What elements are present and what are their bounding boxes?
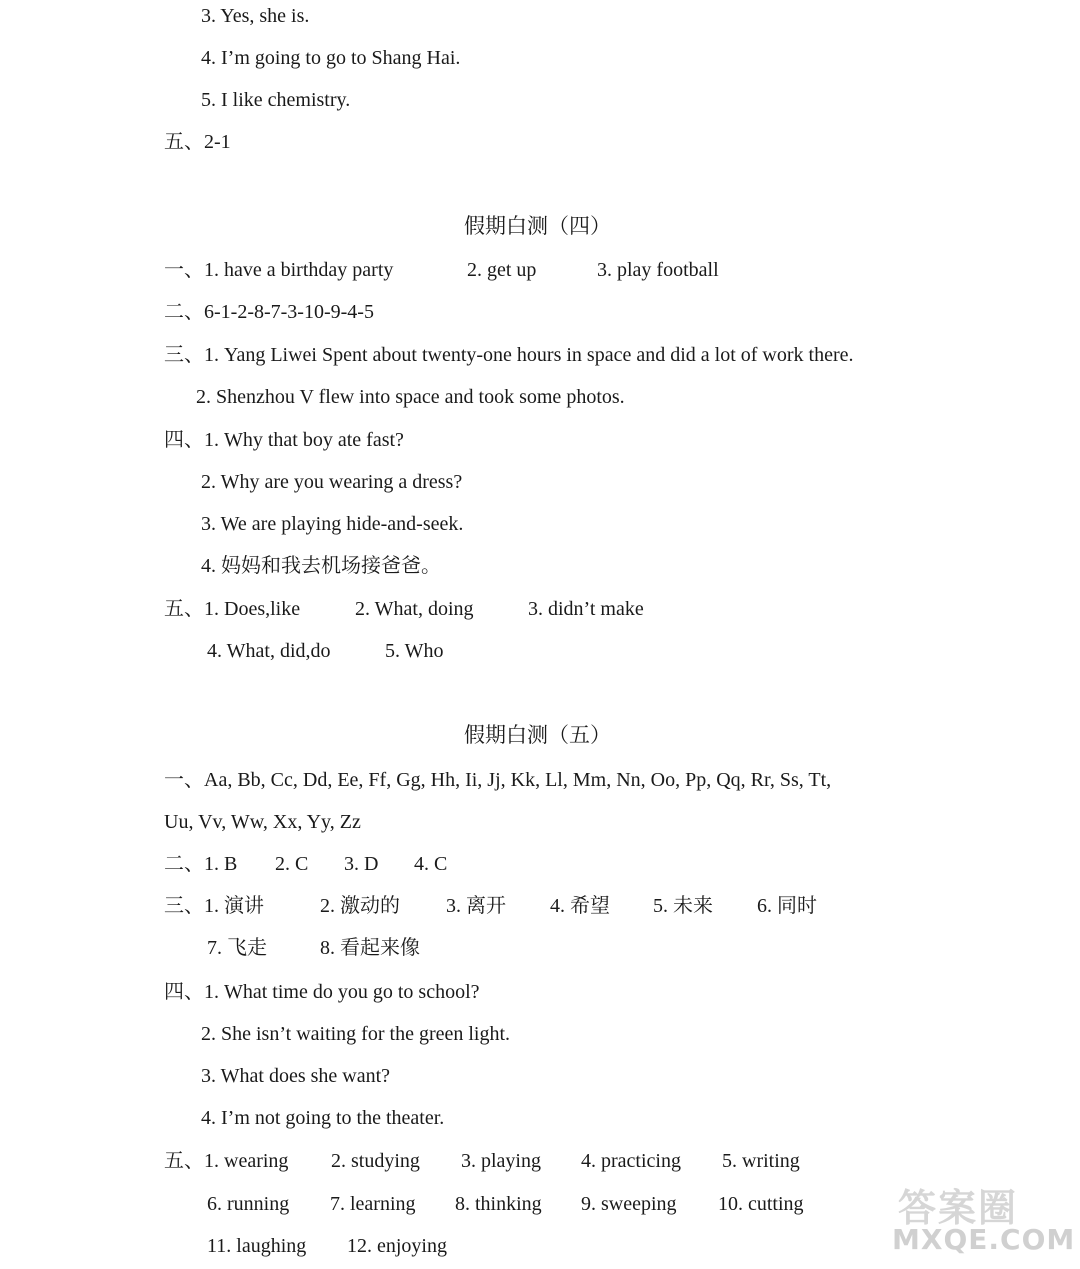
answer-item: 3. D bbox=[344, 853, 379, 875]
answer-line: 3. didn’t make bbox=[528, 598, 644, 620]
answer-line: Uu, Vv, Ww, Xx, Yy, Zz bbox=[164, 811, 361, 833]
answer-item: 4. 希望 bbox=[550, 895, 610, 917]
answer-line: 3. play football bbox=[597, 259, 719, 281]
answer-line: 2. Shenzhou V flew into space and took some photos. bbox=[196, 386, 625, 408]
answer-line: 一、Aa, Bb, Cc, Dd, Ee, Ff, Gg, Hh, Ii, Jj, Kk, Ll, Mm, Nn, Oo, Pp, Qq, Rr, Ss, Tt, bbox=[164, 769, 832, 791]
section-answer: 五、2-1 bbox=[164, 131, 231, 153]
answer-line: 4. I’m going to go to Shang Hai. bbox=[201, 47, 461, 69]
watermark-text-bottom: MXQE.COM bbox=[892, 1223, 1076, 1256]
answer-item: 11. laughing bbox=[207, 1235, 307, 1257]
answer-line: 5. Who bbox=[385, 640, 444, 662]
answer-line: 四、1. What time do you go to school? bbox=[164, 981, 480, 1003]
answer-item: 9. sweeping bbox=[581, 1193, 677, 1215]
answer-item: 2. C bbox=[275, 853, 309, 875]
answer-item: 三、1. 演讲 bbox=[164, 895, 264, 917]
answer-line: 3. Yes, she is. bbox=[201, 5, 310, 27]
answer-item: 6. running bbox=[207, 1193, 290, 1215]
answer-item: 3. 离开 bbox=[446, 895, 506, 917]
answer-line: 3. We are playing hide-and-seek. bbox=[201, 513, 464, 535]
answer-item: 8. 看起来像 bbox=[320, 937, 420, 959]
answer-item: 3. playing bbox=[461, 1150, 541, 1172]
answer-line: 4. What, did,do bbox=[207, 640, 331, 662]
answer-item: 4. practicing bbox=[581, 1150, 681, 1172]
answer-line: 5. I like chemistry. bbox=[201, 89, 351, 111]
answer-line: 4. 妈妈和我去机场接爸爸。 bbox=[201, 555, 441, 577]
answer-line: 2. Why are you wearing a dress? bbox=[201, 471, 463, 493]
watermark-logo bbox=[892, 1177, 1076, 1259]
answer-line: 三、1. Yang Liwei Spent about twenty-one hours in space and did a lot of work there. bbox=[164, 344, 854, 366]
answer-item: 五、1. wearing bbox=[164, 1150, 289, 1172]
watermark-text-top: 答案圈 bbox=[898, 1186, 1019, 1230]
answer-line: 2. get up bbox=[467, 259, 537, 281]
answer-item: 7. 飞走 bbox=[207, 937, 267, 959]
answer-line: 3. What does she want? bbox=[201, 1065, 391, 1087]
answer-line: 一、1. have a birthday party bbox=[164, 259, 394, 281]
answer-item: 12. enjoying bbox=[347, 1235, 447, 1257]
answer-item: 8. thinking bbox=[455, 1193, 542, 1215]
answer-line: 二、6-1-2-8-7-3-10-9-4-5 bbox=[164, 301, 374, 323]
answer-line: 2. She isn’t waiting for the green light. bbox=[201, 1023, 511, 1045]
answer-item: 5. 未来 bbox=[653, 895, 713, 917]
answer-item: 2. 激动的 bbox=[320, 895, 400, 917]
answer-item: 二、1. B bbox=[164, 853, 238, 875]
section-title: 假期白测（四） bbox=[464, 214, 611, 238]
answer-item: 5. writing bbox=[722, 1150, 800, 1172]
answer-line: 四、1. Why that boy ate fast? bbox=[164, 429, 404, 451]
answer-item: 2. studying bbox=[331, 1150, 420, 1172]
answer-item: 6. 同时 bbox=[757, 895, 817, 917]
answer-line: 2. What, doing bbox=[355, 598, 474, 620]
answer-item: 4. C bbox=[414, 853, 448, 875]
section-title: 假期白测（五） bbox=[464, 723, 611, 747]
answer-line: 4. I’m not going to the theater. bbox=[201, 1107, 445, 1129]
answer-item: 10. cutting bbox=[718, 1193, 804, 1215]
answer-item: 7. learning bbox=[330, 1193, 416, 1215]
answer-line: 五、1. Does,like bbox=[164, 598, 301, 620]
